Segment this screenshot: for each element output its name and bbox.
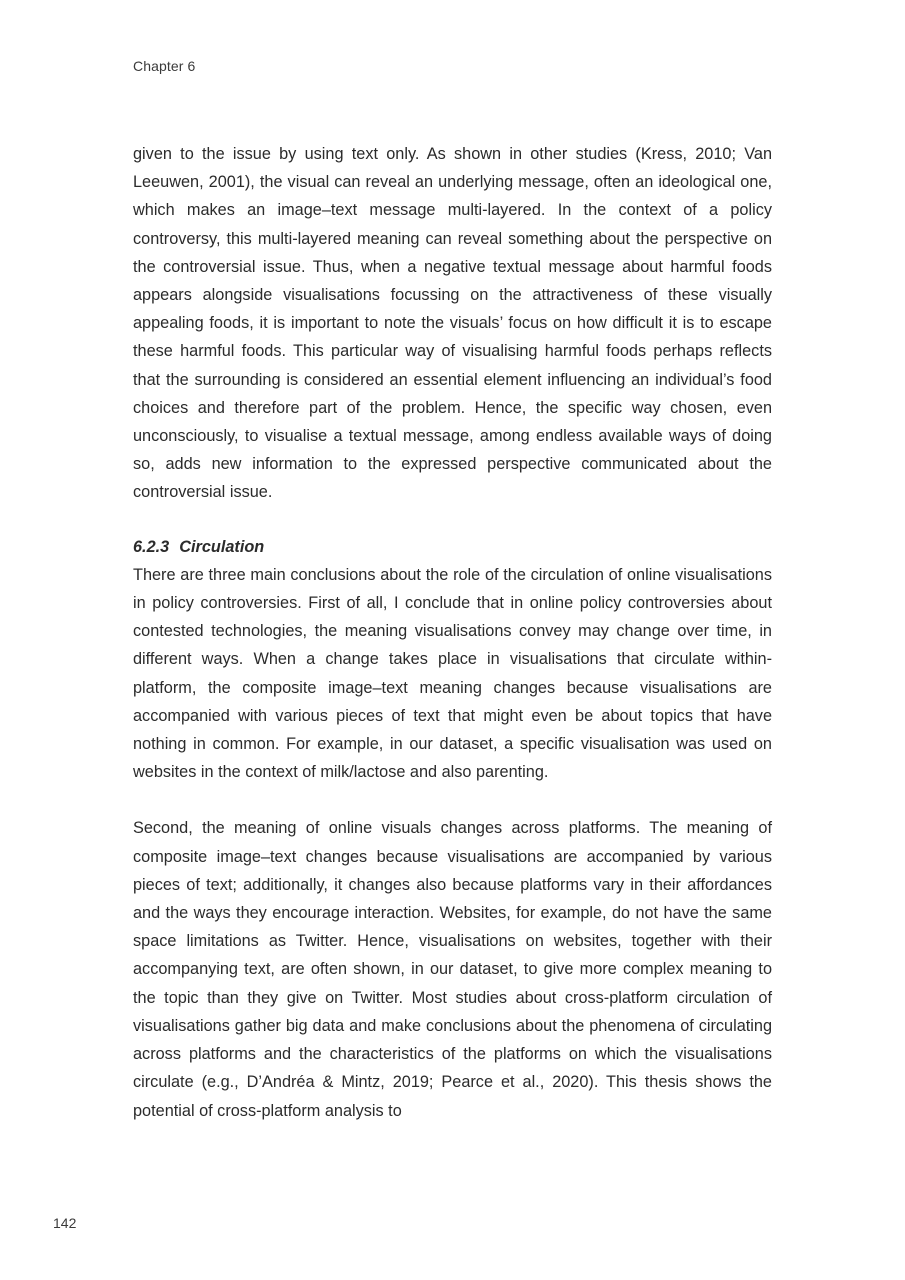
paragraph: Second, the meaning of online visuals changes across platforms. The meaning of composite image–text changes because visualisations are accompanied by various pieces of text; additionally, it changes also because platforms vary in their affordances and the ways they encourage interaction. Websites, for example, do not have the same space limitations as Twitter. Hence, visualisations on websites, together with their accompanying text, are often shown, in our dataset, to give more complex meaning to the topic than they give on Twitter. Most studies about cross-platform circulation of visualisations gather big data and make conclusions about the phenomena of circulating across platforms and the characteristics of the platforms on which the visualisations circulate (e.g., D’Andréa & Mintz, 2019; Pearce et al., 2020). This thesis shows the potential of cross-platform analysis to: [133, 819, 772, 1120]
paragraph: There are three main conclusions about the role of the circulation of online visualisations in policy controversies. First of all, I conclude that in online policy controversies about contested technologies, the meaning visualisations convey may change over time, in different ways. When a change takes place in visualisations that circulate within-platform, the composite image–text meaning changes because visualisations are accompanied with various pieces of text that might even be about topics that have nothing in common. For example, in our dataset, a specific visualisation was used on websites in the context of milk/lactose and also parenting.: [133, 565, 772, 782]
body-text: [133, 140, 772, 1125]
running-head: Chapter 6: [133, 58, 196, 74]
section-title: Circulation: [179, 537, 265, 556]
section-number: 6.2.3: [133, 537, 170, 556]
page-number: 142: [53, 1215, 77, 1231]
section-heading: [133, 533, 772, 561]
paragraph: given to the issue by using text only. As shown in other studies (Kress, 2010; Van Leeuwen, 2001), the visual can reveal an underlying message, often an ideological one, which makes an image–text message multi-layered. In the context of a policy controversy, this multi-layered meaning can reveal something about the perspective on the controversial issue. Thus, when a negative textual message about harmful foods appears alongside visualisations focussing on the attractiveness of these visually appealing foods, it is important to note the visuals’ focus on how difficult it is to escape these harmful foods. This particular way of visualising harmful foods perhaps reflects that the surrounding is considered an essential element influencing an individual’s food choices and therefore part of the problem. Hence, the specific way chosen, even unconsciously, to visualise a textual message, among endless available ways of doing so, adds new information to the expressed perspective communicated about the controversial issue.: [133, 145, 772, 502]
